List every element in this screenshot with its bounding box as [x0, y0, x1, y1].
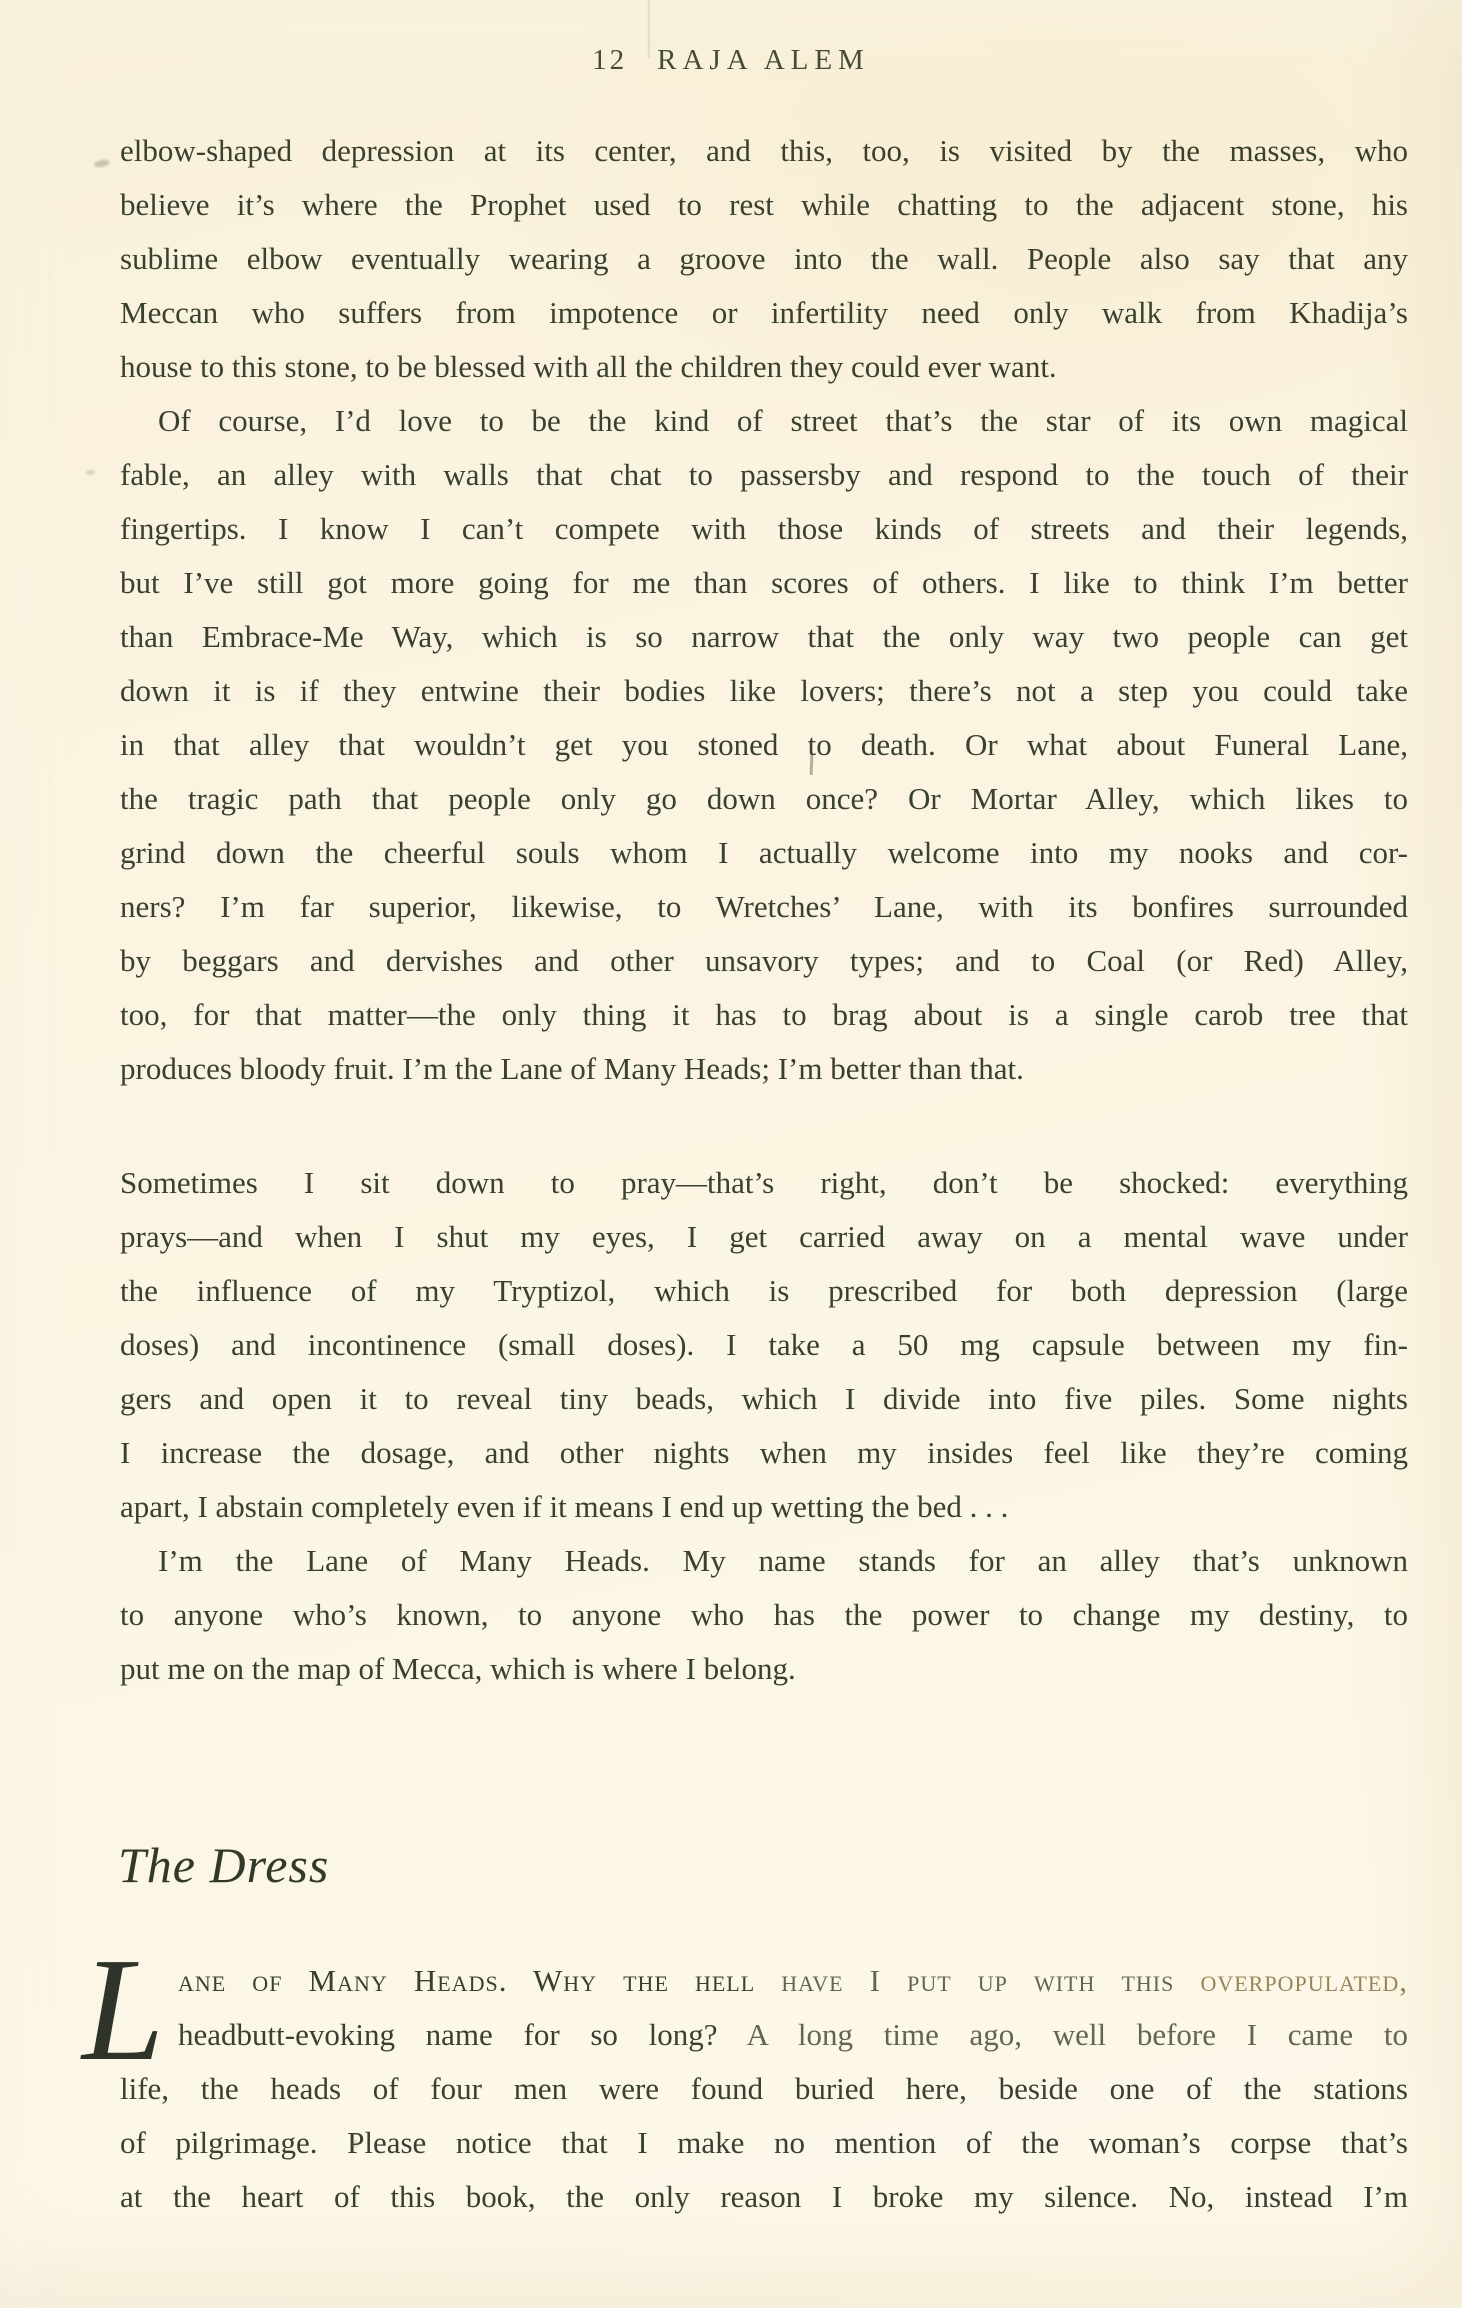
- text-line: [120, 2116, 1408, 2170]
- text-line: [120, 880, 1408, 934]
- text-segment: but I’ve still got more going for me than scores of others. I like to think I’m better: [120, 565, 1408, 600]
- page-number: 12: [592, 44, 628, 76]
- text-segment: life, the heads of four men were found buried here, beside one of the stations: [120, 2071, 1408, 2106]
- text-segment: apart, I abstain completely even if it means I end up wetting the bed . . .: [120, 1489, 1009, 1524]
- text-line: [120, 610, 1408, 664]
- text-segment: in that alley that wouldn’t get you stoned to death. Or what about Funeral Lane,: [120, 727, 1408, 762]
- text-line: [120, 1534, 1408, 1588]
- body-text-block-2: [120, 1156, 1408, 1696]
- section-heading: The Dress: [118, 1837, 330, 1893]
- scan-artifact: [86, 470, 95, 475]
- text-line: [120, 340, 1408, 394]
- text-segment: Meccan who suffers from impotence or infertility need only walk from Khadija’s: [120, 295, 1408, 330]
- text-segment: put me on the map of Mecca, which is where I belong.: [120, 1651, 796, 1686]
- text-line: [120, 1042, 1408, 1096]
- text-segment: the influence of my Tryptizol, which is prescribed for both depression (large: [120, 1273, 1408, 1308]
- running-head: [0, 42, 1462, 78]
- text-line: [120, 988, 1408, 1042]
- text-segment: gers and open it to reveal tiny beads, which I divide into five piles. Some nights: [120, 1381, 1408, 1416]
- text-line: [120, 178, 1408, 232]
- text-segment: produces bloody fruit. I’m the Lane of Many Heads; I’m better than that.: [120, 1051, 1024, 1086]
- text-line: [120, 664, 1408, 718]
- text-line: [120, 826, 1408, 880]
- text-line: [120, 1210, 1408, 1264]
- text-line: [120, 2062, 1408, 2116]
- text-line: [120, 232, 1408, 286]
- text-segment: have I put up with this: [781, 1963, 1201, 1998]
- text-segment: prays—and when I shut my eyes, I get carried away on a mental wave under: [120, 1219, 1408, 1254]
- text-segment: sublime elbow eventually wearing a groove into the wall. People also say that any: [120, 241, 1408, 276]
- text-line: [120, 1372, 1408, 1426]
- text-line: [120, 1318, 1408, 1372]
- text-segment: of pilgrimage. Please notice that I make no mention of the woman’s corpse that’s: [120, 2125, 1408, 2160]
- text-segment: ane of Many Heads. Why the hell: [178, 1963, 782, 1998]
- text-line: [120, 1156, 1408, 1210]
- text-line: [120, 934, 1408, 988]
- body-text-block-1: [120, 124, 1408, 1096]
- text-segment: I increase the dosage, and other nights when my insides feel like they’re coming: [120, 1435, 1408, 1470]
- scan-artifact: [94, 159, 111, 169]
- text-segment: A long time ago, well before I came to: [746, 2017, 1408, 2052]
- text-segment: elbow-shaped depression at its center, and this, too, is visited by the masses, who: [120, 133, 1408, 168]
- text-line: [120, 448, 1408, 502]
- text-segment: ners? I’m far superior, likewise, to Wretches’ Lane, with its bonfires surrounded: [120, 889, 1408, 924]
- text-segment: Sometimes I sit down to pray—that’s right, don’t be shocked: everything: [120, 1165, 1408, 1200]
- text-line: [120, 1426, 1408, 1480]
- text-segment: to anyone who’s known, to anyone who has the power to change my destiny, to: [120, 1597, 1408, 1632]
- text-line: [120, 286, 1408, 340]
- text-segment: doses) and incontinence (small doses). I take a 50 mg capsule between my fin-: [120, 1327, 1408, 1362]
- text-segment: Of course, I’d love to be the kind of street that’s the star of its own magical: [158, 403, 1408, 438]
- text-segment: believe it’s where the Prophet used to rest while chatting to the adjacent stone, his: [120, 187, 1408, 222]
- text-line: [120, 556, 1408, 610]
- text-line: [120, 1588, 1408, 1642]
- text-line: [120, 718, 1408, 772]
- text-segment: too, for that matter—the only thing it has to brag about is a single carob tree that: [120, 997, 1408, 1032]
- text-line: [120, 1264, 1408, 1318]
- text-segment: at the heart of this book, the only reason I broke my silence. No, instead I’m: [120, 2179, 1408, 2214]
- text-segment: down it is if they entwine their bodies like lovers; there’s not a step you could take: [120, 673, 1408, 708]
- text-line: [120, 124, 1408, 178]
- text-line: [120, 2170, 1408, 2224]
- section-opening-paragraph: [120, 1954, 1408, 2224]
- text-segment: I’m the Lane of Many Heads. My name stands for an alley that’s unknown: [158, 1543, 1408, 1578]
- text-segment: by beggars and dervishes and other unsavory types; and to Coal (or Red) Alley,: [120, 943, 1408, 978]
- text-segment: fable, an alley with walls that chat to passersby and respond to the touch of their: [120, 457, 1408, 492]
- text-segment: headbutt-evoking name for so long?: [178, 2017, 747, 2052]
- text-segment: fingertips. I know I can’t compete with those kinds of streets and their legends,: [120, 511, 1408, 546]
- running-head-title: RAJA ALEM: [657, 44, 870, 76]
- text-segment: than Embrace-Me Way, which is so narrow that the only way two people can get: [120, 619, 1408, 654]
- text-line: [120, 1480, 1408, 1534]
- drop-cap-letter: L: [82, 1928, 165, 2092]
- text-line: [120, 1954, 1408, 2008]
- text-line: [120, 772, 1408, 826]
- text-line: [120, 502, 1408, 556]
- text-line: [120, 1642, 1408, 1696]
- text-line: [120, 394, 1408, 448]
- text-line: [120, 2008, 1408, 2062]
- text-segment: the tragic path that people only go down once? Or Mortar Alley, which likes to: [120, 781, 1408, 816]
- text-segment: grind down the cheerful souls whom I actually welcome into my nooks and cor-: [120, 835, 1408, 870]
- text-segment: overpopulated,: [1200, 1963, 1409, 1998]
- text-segment: house to this stone, to be blessed with all the children they could ever want.: [120, 349, 1057, 384]
